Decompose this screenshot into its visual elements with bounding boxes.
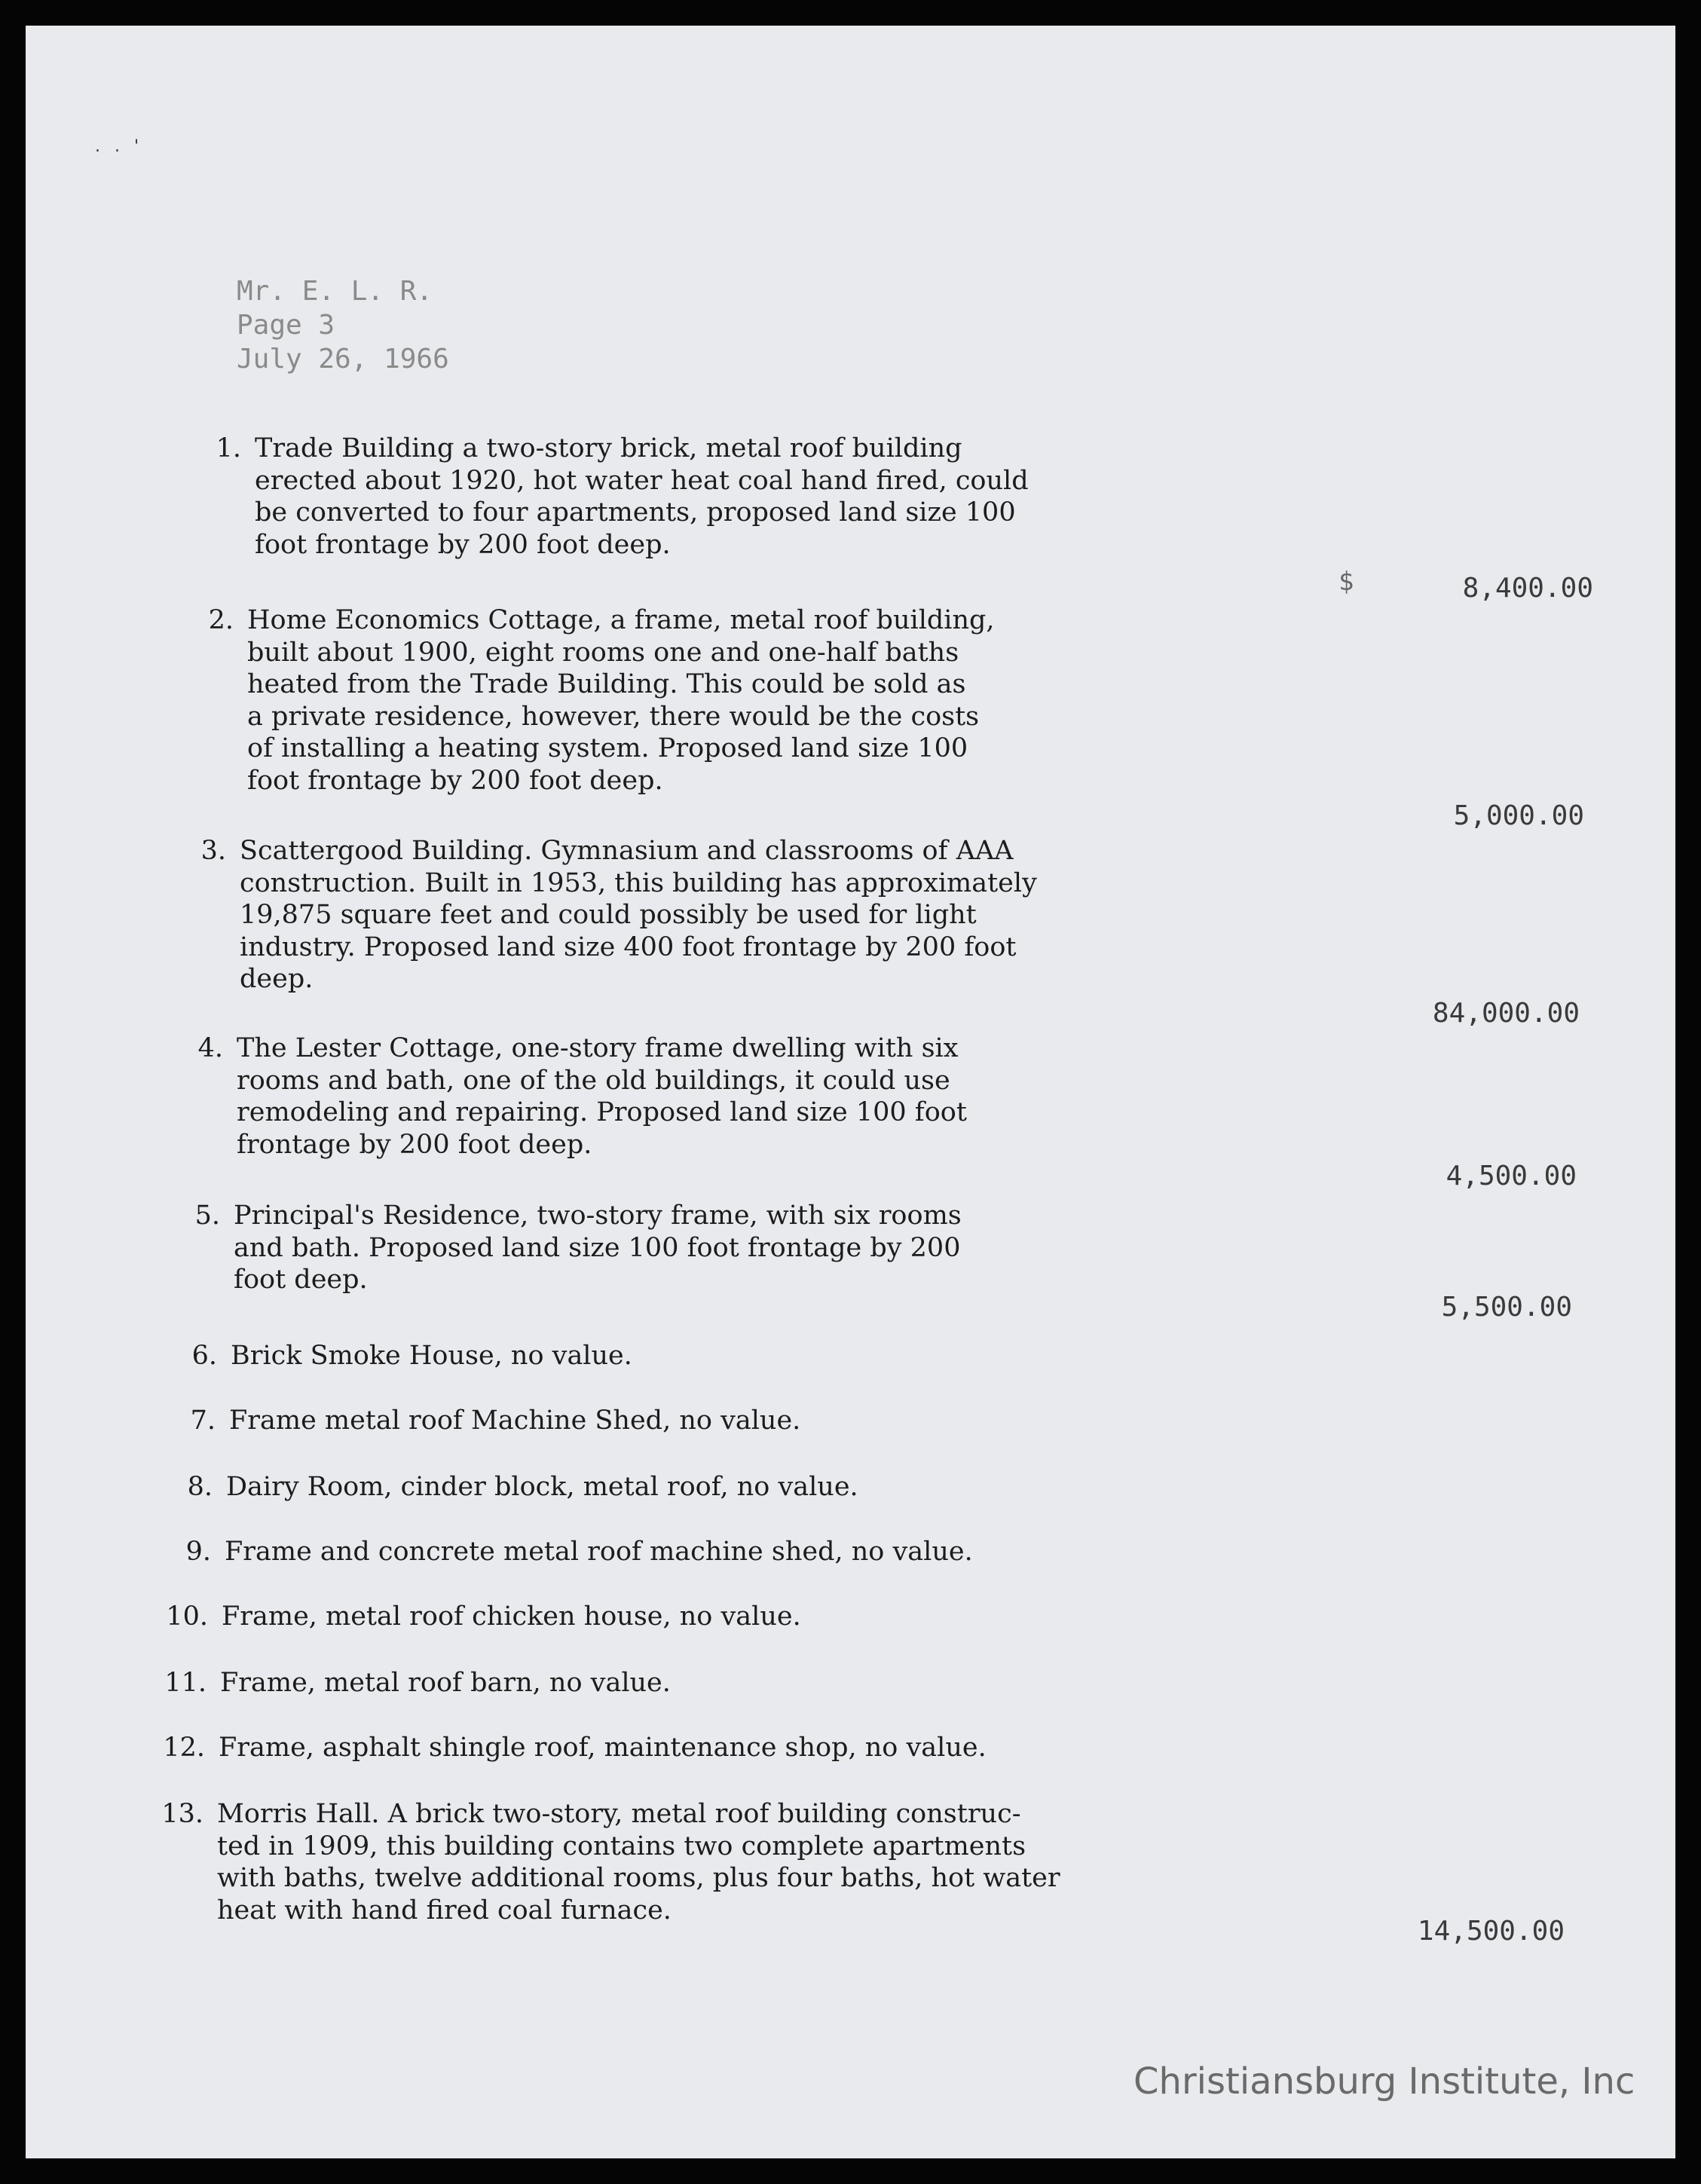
addressee: Mr. E. L. R. (237, 276, 433, 307)
item-description: Morris Hall. A brick two-story, metal roof building construc- ted in 1909, this building contains two complete apartments with baths, twelve additional rooms, plus four baths, hot water heat with hand fired coal furnace. (217, 1799, 1060, 1926)
stray-marks: . . ' (95, 137, 144, 156)
item-price: 5,500.00 (1441, 1292, 1572, 1323)
item-number: 5. (194, 1201, 220, 1231)
item-number: 12. (163, 1733, 205, 1763)
document-page (26, 26, 1675, 2158)
item-description: Frame metal roof Machine Shed, no value. (229, 1406, 801, 1436)
item-description: Dairy Room, cinder block, metal roof, no value. (226, 1472, 858, 1502)
item-number: 13. (161, 1799, 203, 1829)
item-number: 6. (191, 1341, 217, 1371)
item-price: 14,500.00 (1417, 1916, 1565, 1947)
item-description: Frame, asphalt shingle roof, maintenance shop, no value. (219, 1733, 987, 1763)
item-number: 2. (208, 605, 234, 635)
item-price: 4,500.00 (1446, 1161, 1577, 1191)
item-number: 11. (164, 1668, 207, 1698)
item-description: Frame, metal roof chicken house, no value. (222, 1601, 801, 1632)
item-description: Home Economics Cottage, a frame, metal roof building, built about 1900, eight rooms one and one-half baths heated from the Trade Building. This could be sold as a private residence, however, there would be the costs of installing a heating system. Proposed land size 100 foot frontage by 200 foot deep. (247, 605, 995, 796)
item-price: 84,000.00 (1432, 998, 1580, 1029)
item-number: 1. (216, 433, 241, 463)
item-price: 8,400.00 (1462, 573, 1593, 604)
item-number: 3. (200, 836, 226, 866)
item-description: The Lester Cottage, one-story frame dwelling with six rooms and bath, one of the old buildings, it could use remodeling and repairing. Proposed land size 100 foot frontage by 200 foot deep. (237, 1033, 967, 1160)
item-description: Frame and concrete metal roof machine shed, no value. (225, 1537, 973, 1567)
item-price: 5,000.00 (1453, 800, 1584, 831)
item-description: Scattergood Building. Gymnasium and classrooms of AAA construction. Built in 1953, this building has approximately 19,875 square feet and could possibly be used for light industry. Proposed land size 400 foot frontage by 200 foot deep. (240, 836, 1037, 994)
item-number: 8. (187, 1472, 213, 1502)
watermark: Christiansburg Institute, Inc (1133, 2060, 1635, 2103)
letter-header (237, 274, 449, 376)
item-number: 9. (185, 1537, 211, 1567)
item-description: Brick Smoke House, no value. (231, 1341, 632, 1371)
item-description: Trade Building a two-story brick, metal roof building erected about 1920, hot water heat coal hand fired, could be converted to four apartments, proposed land size 100 foot frontage by 200 foot deep. (255, 433, 1029, 560)
item-description: Frame, metal roof barn, no value. (220, 1668, 671, 1698)
item-number: 7. (190, 1406, 216, 1436)
page-number: Page 3 (237, 310, 335, 341)
dollar-sign: $ (1338, 567, 1354, 597)
letter-date: July 26, 1966 (237, 344, 449, 375)
item-number: 4. (197, 1033, 223, 1063)
item-description: Principal's Residence, two-story frame, with six rooms and bath. Proposed land size 100 foot frontage by 200 foot deep. (234, 1201, 962, 1295)
item-number: 10. (166, 1601, 208, 1632)
